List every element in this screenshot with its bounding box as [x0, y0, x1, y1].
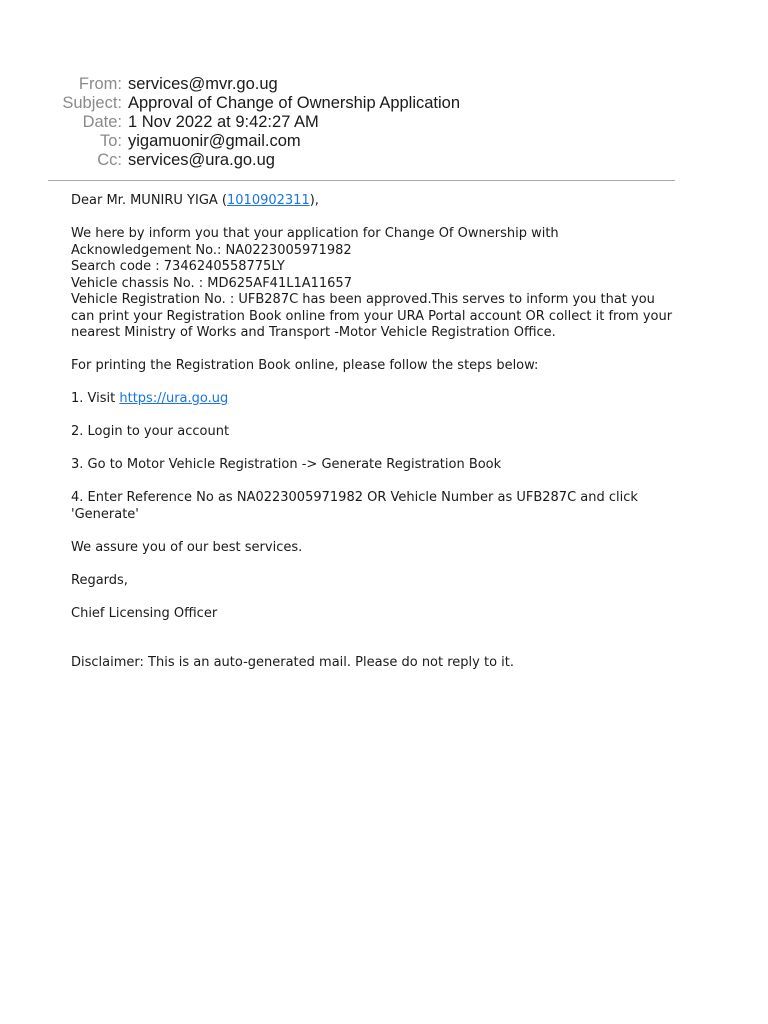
greeting: [71, 193, 731, 210]
acknowledgement-line: Acknowledgement No.: NA0223005971982: [71, 242, 352, 258]
office-line: nearest Ministry of Works and Transport -Motor Vehicle Registration Office.: [71, 325, 556, 340]
date-value: 1 Nov 2022 at 9:42:27 AM: [128, 113, 319, 131]
regards: Regards,: [71, 572, 128, 588]
step-1: [71, 391, 731, 408]
search-code-line: Search code : 7346240558775LY: [71, 259, 285, 274]
subject-row: [0, 94, 680, 113]
registration-line: Vehicle Registration No. : UFB287C has been approved.This serves to inform you that you: [71, 292, 655, 307]
from-row: [0, 75, 680, 94]
to-label: To:: [99, 132, 122, 150]
print-info-line: can print your Registration Book online from your URA Portal account OR collect it from your: [71, 308, 673, 324]
date-row: [0, 113, 680, 132]
greeting-suffix: ),: [309, 193, 319, 208]
disclaimer: Disclaimer: This is an auto-generated mail. Please do not reply to it.: [71, 655, 515, 670]
from-label: From:: [78, 75, 122, 93]
step-4-line: 4. Enter Reference No as NA0223005971982 OR Vehicle Number as UFB287C and click: [71, 490, 638, 505]
greeting-prefix: Dear Mr. MUNIRU YIGA (: [71, 193, 227, 208]
step-4-generate: 'Generate': [71, 506, 139, 522]
step-3: 3. Go to Motor Vehicle Registration -> Generate Registration Book: [71, 457, 502, 472]
phone-link[interactable]: 1010902311: [227, 193, 310, 208]
to-value[interactable]: yigamuonir@gmail.com: [128, 132, 301, 150]
subject-value: Approval of Change of Ownership Application: [128, 94, 461, 112]
from-value[interactable]: services@mvr.go.ug: [128, 75, 278, 93]
date-label: Date:: [82, 113, 122, 131]
intro-line: We here by inform you that your application for Change Of Ownership with: [71, 226, 559, 241]
step-1-prefix: 1. Visit: [71, 391, 120, 406]
step-4: [71, 490, 731, 523]
cc-row: [0, 151, 680, 170]
header-divider: [48, 180, 675, 181]
email-header: [0, 75, 680, 170]
steps-intro: For printing the Registration Book online, please follow the steps below:: [71, 358, 539, 373]
email-body: [71, 193, 731, 688]
subject-label: Subject:: [62, 94, 122, 112]
chassis-line: Vehicle chassis No. : MD625AF41L1A11657: [71, 275, 352, 291]
signature: Chief Licensing Officer: [71, 605, 218, 621]
to-row: [0, 132, 680, 151]
cc-label: Cc:: [97, 151, 122, 169]
intro-paragraph: [71, 226, 731, 342]
ura-link[interactable]: https://ura.go.ug: [119, 391, 229, 406]
step-2: 2. Login to your account: [71, 424, 230, 439]
assurance: We assure you of our best services.: [71, 539, 303, 555]
cc-value[interactable]: services@ura.go.ug: [128, 151, 275, 169]
